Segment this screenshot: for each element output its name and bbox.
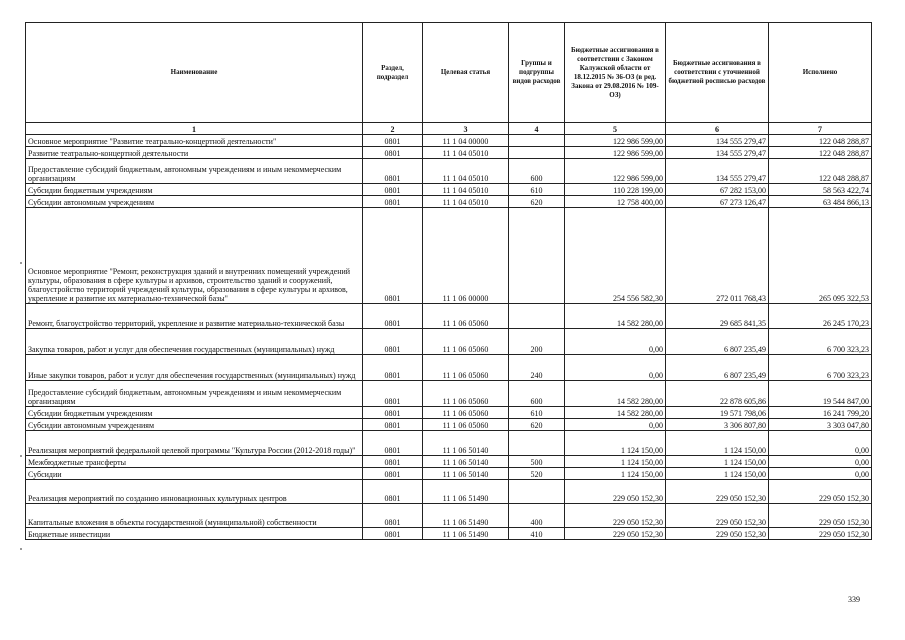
row-expense-group [509,304,565,329]
row-executed-amount: 16 241 799,20 [769,407,872,419]
row-assigned-amount: 1 124 150,00 [565,431,666,456]
budget-execution-table [25,22,872,540]
row-assigned-amount: 110 228 199,00 [565,184,666,196]
table-row [26,355,872,381]
row-assigned-amount: 254 556 582,30 [565,208,666,304]
page-number: 339 [848,595,860,604]
row-executed-amount: 122 048 288,87 [769,135,872,147]
column-number: 1 [26,123,363,135]
row-expense-group [509,147,565,159]
row-executed-amount: 0,00 [769,468,872,480]
row-section: 0801 [363,304,423,329]
row-name: Развитие театрально-концертной деятельности [26,147,363,159]
row-executed-amount: 265 095 322,53 [769,208,872,304]
header-refined: Бюджетные ассигнования в соответствии с уточненной бюджетной росписью расходов [666,23,769,123]
header-section: Раздел, подраздел [363,23,423,123]
table-row [26,196,872,208]
row-name: Реализация мероприятий федеральной целевой программы "Культура России (2012-2018 годы)" [26,431,363,456]
row-assigned-amount: 0,00 [565,355,666,381]
row-target-article: 11 1 06 05060 [423,419,509,431]
column-number: 5 [565,123,666,135]
column-number: 7 [769,123,872,135]
row-name: Субсидии автономным учреждениям [26,196,363,208]
row-section: 0801 [363,135,423,147]
row-executed-amount: 58 563 422,74 [769,184,872,196]
margin-mark [20,548,22,550]
row-expense-group: 500 [509,456,565,468]
table-row [26,431,872,456]
row-expense-group: 520 [509,468,565,480]
row-executed-amount: 229 050 152,30 [769,528,872,540]
margin-mark [20,455,22,457]
row-target-article: 11 1 06 51490 [423,528,509,540]
table-row [26,456,872,468]
row-expense-group: 240 [509,355,565,381]
row-target-article: 11 1 06 00000 [423,208,509,304]
row-section: 0801 [363,468,423,480]
row-refined-amount: 67 273 126,47 [666,196,769,208]
header-assigned: Бюджетные ассигнования в соответствии с Законом Калужской области от 18.12.2015 № 36-ОЗ (в ред. Закона от 29.08.2016 № 109-ОЗ) [565,23,666,123]
row-name: Предоставление субсидий бюджетным, автономным учреждениям и иным некоммерческим организациям [26,159,363,184]
row-section: 0801 [363,355,423,381]
row-executed-amount: 63 484 866,13 [769,196,872,208]
table-row [26,504,872,528]
row-target-article: 11 1 04 05010 [423,147,509,159]
row-expense-group: 400 [509,504,565,528]
row-target-article: 11 1 04 05010 [423,159,509,184]
table-row [26,468,872,480]
row-assigned-amount: 0,00 [565,329,666,355]
row-name: Основное мероприятие "Развитие театрально-концертной деятельности" [26,135,363,147]
row-expense-group: 600 [509,381,565,407]
row-refined-amount: 229 050 152,30 [666,504,769,528]
margin-mark [20,262,22,264]
row-target-article: 11 1 06 50140 [423,456,509,468]
row-refined-amount: 134 555 279,47 [666,159,769,184]
row-assigned-amount: 229 050 152,30 [565,480,666,504]
row-executed-amount: 0,00 [769,431,872,456]
row-assigned-amount: 14 582 280,00 [565,381,666,407]
row-assigned-amount: 229 050 152,30 [565,528,666,540]
table-row [26,528,872,540]
table-row [26,147,872,159]
row-target-article: 11 1 06 05060 [423,304,509,329]
row-refined-amount: 3 306 807,80 [666,419,769,431]
row-assigned-amount: 1 124 150,00 [565,468,666,480]
row-expense-group: 620 [509,196,565,208]
row-assigned-amount: 122 986 599,00 [565,135,666,147]
row-section: 0801 [363,329,423,355]
row-refined-amount: 1 124 150,00 [666,431,769,456]
row-executed-amount: 229 050 152,30 [769,504,872,528]
row-name: Капитальные вложения в объекты государственной (муниципальной) собственности [26,504,363,528]
row-refined-amount: 29 685 841,35 [666,304,769,329]
row-section: 0801 [363,419,423,431]
table-row [26,304,872,329]
row-target-article: 11 1 06 05060 [423,407,509,419]
row-refined-amount: 229 050 152,30 [666,480,769,504]
row-name: Закупка товаров, работ и услуг для обеспечения государственных (муниципальных) нужд [26,329,363,355]
row-name: Субсидии бюджетным учреждениям [26,184,363,196]
row-assigned-amount: 1 124 150,00 [565,456,666,468]
row-target-article: 11 1 06 50140 [423,468,509,480]
row-refined-amount: 67 282 153,00 [666,184,769,196]
row-refined-amount: 1 124 150,00 [666,468,769,480]
row-assigned-amount: 14 582 280,00 [565,407,666,419]
table-row [26,159,872,184]
row-expense-group: 600 [509,159,565,184]
row-executed-amount: 6 700 323,23 [769,355,872,381]
row-expense-group: 410 [509,528,565,540]
row-section: 0801 [363,159,423,184]
header-target: Целевая статья [423,23,509,123]
row-refined-amount: 134 555 279,47 [666,147,769,159]
row-name: Субсидии автономным учреждениям [26,419,363,431]
row-name: Бюджетные инвестиции [26,528,363,540]
row-assigned-amount: 122 986 599,00 [565,159,666,184]
row-section: 0801 [363,480,423,504]
row-expense-group: 610 [509,184,565,196]
table-row [26,329,872,355]
row-executed-amount: 122 048 288,87 [769,147,872,159]
row-section: 0801 [363,147,423,159]
row-expense-group [509,431,565,456]
row-section: 0801 [363,381,423,407]
row-name: Субсидии бюджетным учреждениям [26,407,363,419]
row-section: 0801 [363,184,423,196]
column-number: 3 [423,123,509,135]
row-executed-amount: 26 245 170,23 [769,304,872,329]
row-name: Иные закупки товаров, работ и услуг для обеспечения государственных (муниципальных) нужд [26,355,363,381]
row-expense-group [509,208,565,304]
row-target-article: 11 1 04 05010 [423,184,509,196]
row-executed-amount: 6 700 323,23 [769,329,872,355]
row-expense-group: 200 [509,329,565,355]
table-row [26,208,872,304]
row-assigned-amount: 0,00 [565,419,666,431]
column-number: 6 [666,123,769,135]
column-number: 2 [363,123,423,135]
row-name: Основное мероприятие "Ремонт, реконструкция зданий и внутренних помещений учреждений культуры, образования в сфере культуры и архивов, строительство зданий и сооружений, благоустройство территорий учреждений культуры, образования в сфере культуры и архивов, укрепление и развитие их материально-технической базы" [26,208,363,304]
row-assigned-amount: 14 582 280,00 [565,304,666,329]
row-section: 0801 [363,407,423,419]
row-expense-group [509,135,565,147]
table-body [26,135,872,540]
row-refined-amount: 6 807 235,49 [666,329,769,355]
row-section: 0801 [363,431,423,456]
row-name: Ремонт, благоустройство территорий, укрепление и развитие материально-технической базы [26,304,363,329]
row-name: Субсидии [26,468,363,480]
row-target-article: 11 1 06 05060 [423,329,509,355]
column-number-row [26,123,872,135]
row-expense-group: 610 [509,407,565,419]
table-row [26,381,872,407]
column-number: 4 [509,123,565,135]
row-refined-amount: 6 807 235,49 [666,355,769,381]
row-section: 0801 [363,528,423,540]
row-target-article: 11 1 04 00000 [423,135,509,147]
row-refined-amount: 134 555 279,47 [666,135,769,147]
header-group: Группы и подгруппы видов расходов [509,23,565,123]
row-section: 0801 [363,456,423,468]
row-target-article: 11 1 06 50140 [423,431,509,456]
row-assigned-amount: 229 050 152,30 [565,504,666,528]
header-name: Наименование [26,23,363,123]
row-expense-group: 620 [509,419,565,431]
table-header-row [26,23,872,123]
row-name: Межбюджетные трансферты [26,456,363,468]
row-executed-amount: 122 048 288,87 [769,159,872,184]
row-section: 0801 [363,196,423,208]
row-section: 0801 [363,504,423,528]
row-assigned-amount: 122 986 599,00 [565,147,666,159]
row-refined-amount: 272 011 768,43 [666,208,769,304]
row-section: 0801 [363,208,423,304]
table-row [26,135,872,147]
row-target-article: 11 1 06 05060 [423,355,509,381]
row-assigned-amount: 12 758 400,00 [565,196,666,208]
table-row [26,419,872,431]
row-refined-amount: 19 571 798,06 [666,407,769,419]
row-target-article: 11 1 06 51490 [423,504,509,528]
row-refined-amount: 1 124 150,00 [666,456,769,468]
table-row [26,184,872,196]
row-executed-amount: 19 544 847,00 [769,381,872,407]
row-target-article: 11 1 04 05010 [423,196,509,208]
row-refined-amount: 22 878 605,86 [666,381,769,407]
row-name: Реализация мероприятий по созданию инновационных культурных центров [26,480,363,504]
table-row [26,407,872,419]
table-row [26,480,872,504]
row-target-article: 11 1 06 51490 [423,480,509,504]
row-executed-amount: 0,00 [769,456,872,468]
header-executed: Исполнено [769,23,872,123]
row-name: Предоставление субсидий бюджетным, автономным учреждениям и иным некоммерческим организациям [26,381,363,407]
row-expense-group [509,480,565,504]
row-executed-amount: 229 050 152,30 [769,480,872,504]
row-executed-amount: 3 303 047,80 [769,419,872,431]
row-refined-amount: 229 050 152,30 [666,528,769,540]
row-target-article: 11 1 06 05060 [423,381,509,407]
